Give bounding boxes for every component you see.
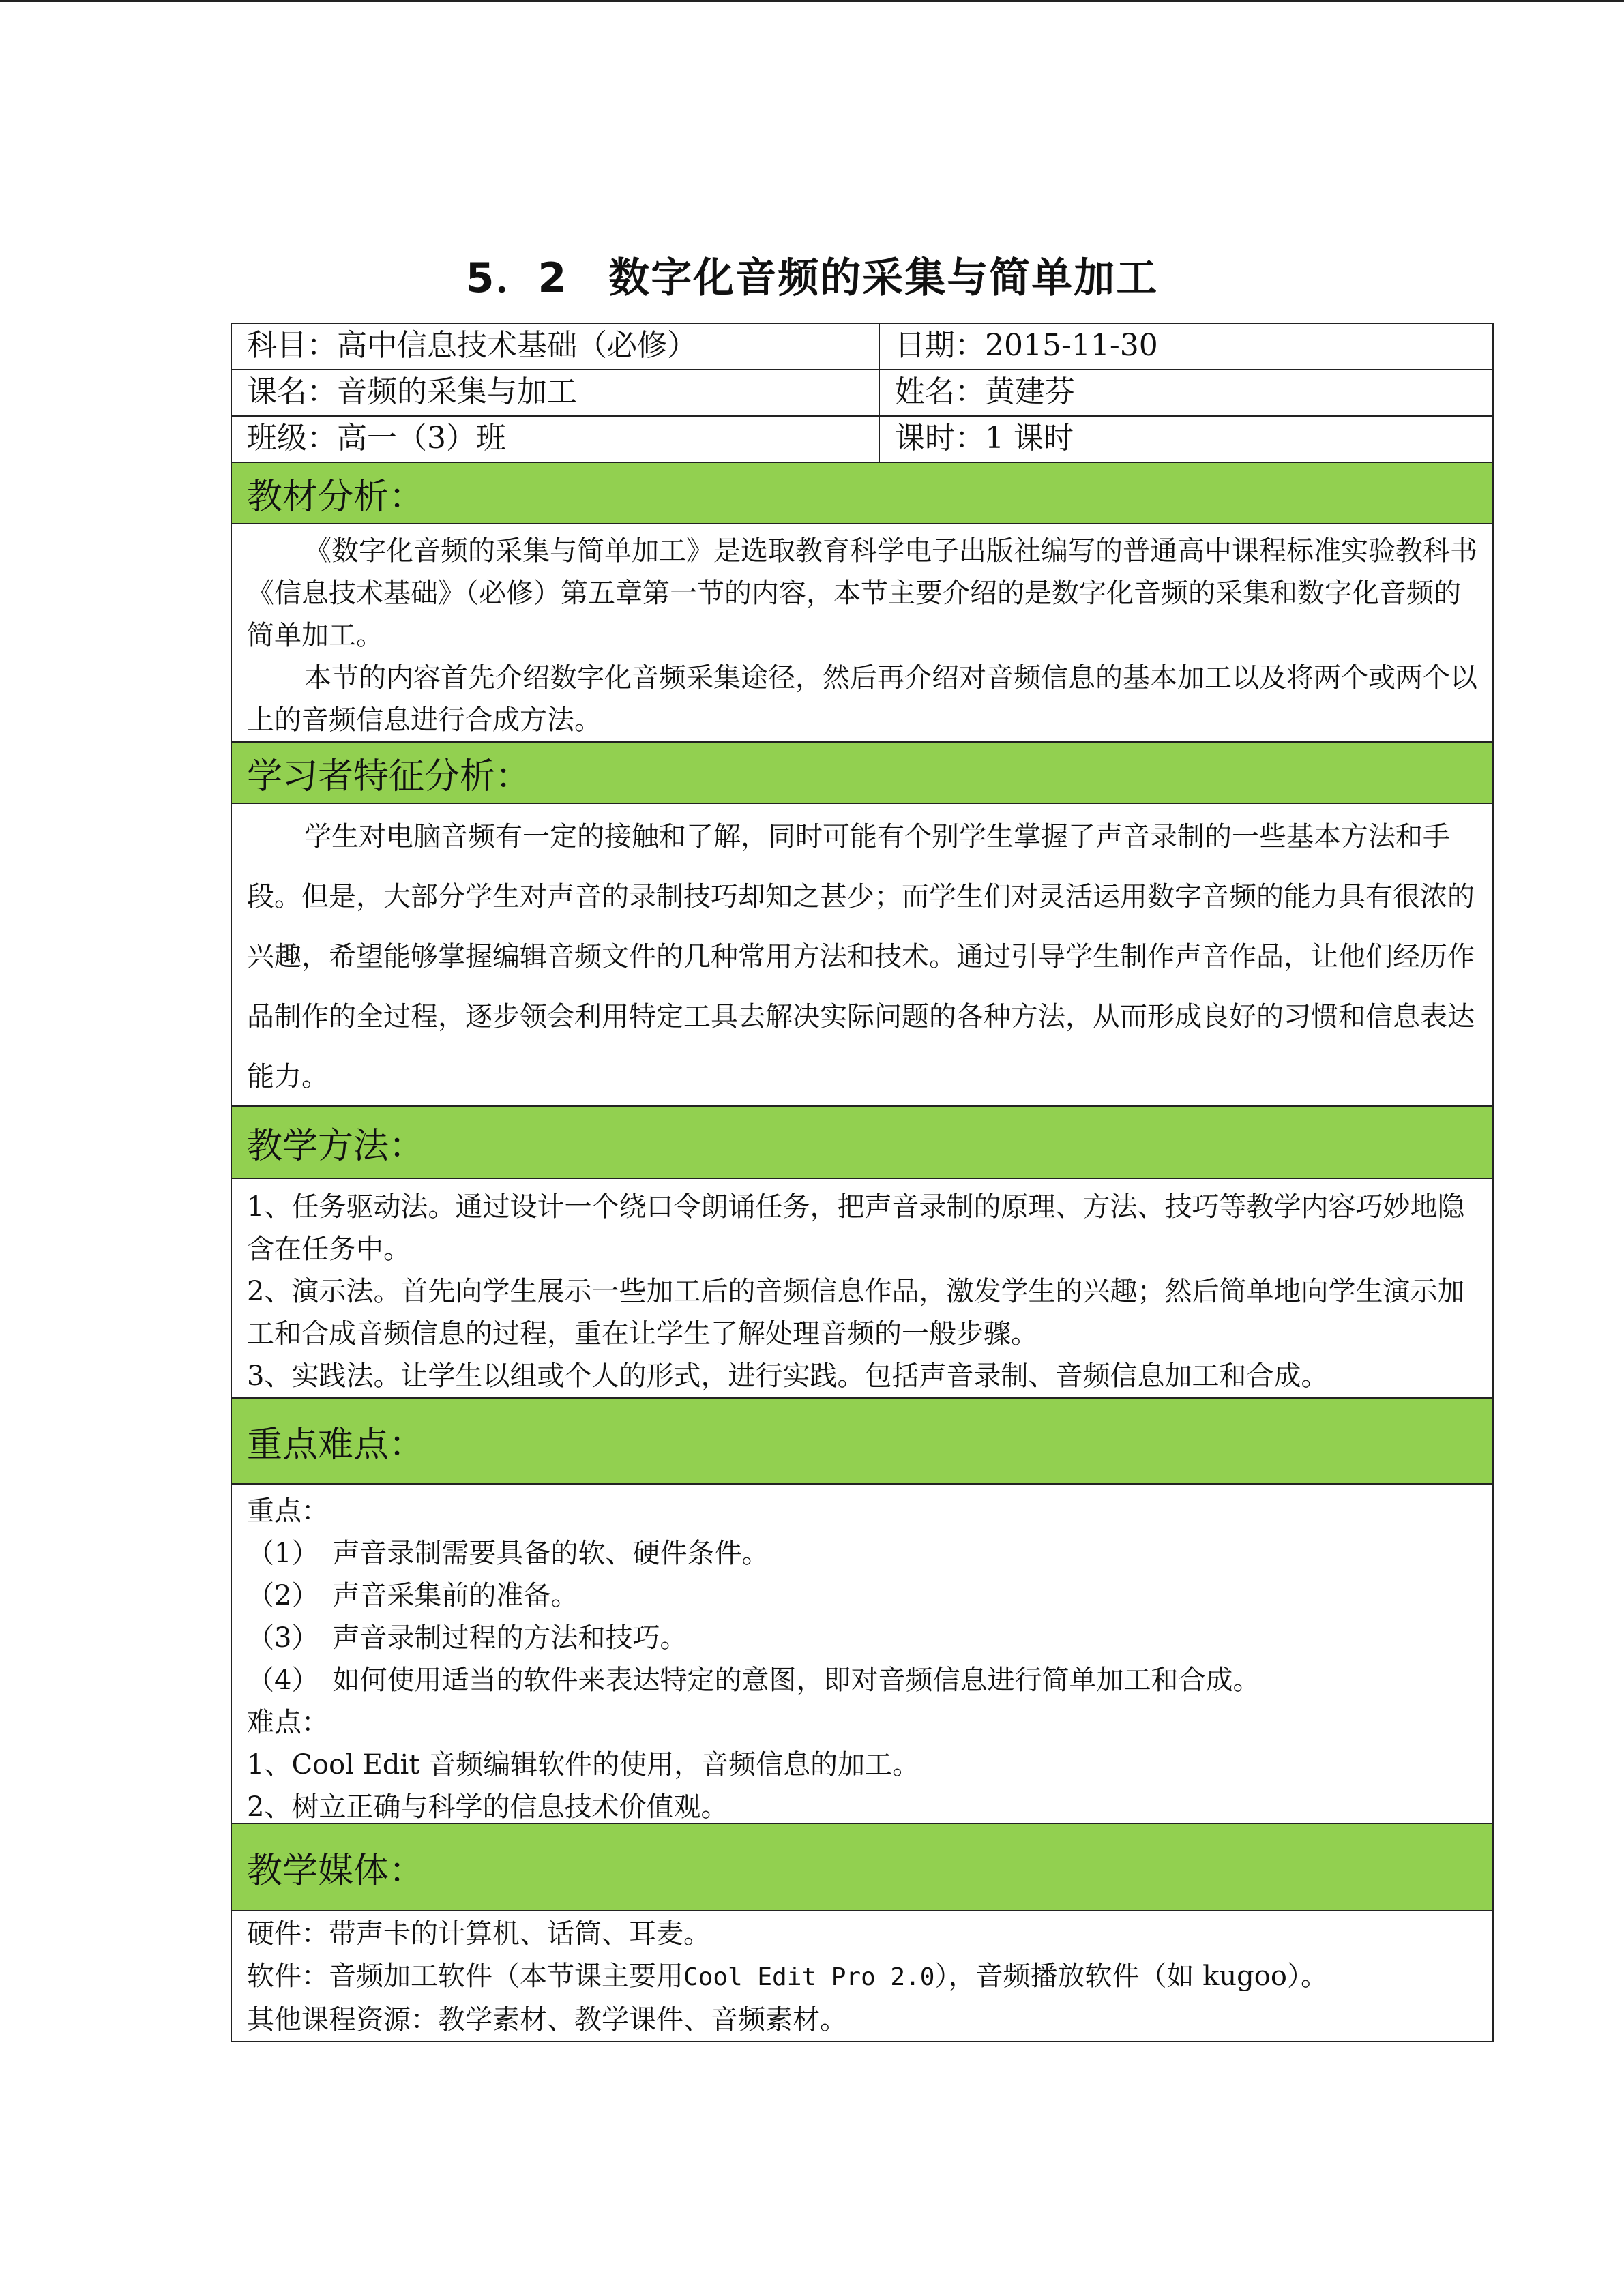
info-row-2 xyxy=(232,370,1492,417)
info-row-3 xyxy=(232,417,1492,463)
keypoints-body xyxy=(232,1485,1492,1824)
hours-cell: 课时：1 课时 xyxy=(895,421,1074,456)
class-cell: 班级：高一（3）班 xyxy=(232,417,880,462)
subject-cell: 科目：高中信息技术基础（必修） xyxy=(232,324,880,369)
focus-item-4: （4） 如何使用适当的软件来表达特定的意图，即对音频信息进行简单加工和合成。 xyxy=(247,1665,1260,1696)
methods-body xyxy=(232,1179,1492,1399)
methods-heading: 教学方法： xyxy=(232,1107,1492,1179)
textbook-body xyxy=(232,524,1492,743)
media-heading: 教学媒体： xyxy=(232,1824,1492,1911)
textbook-paragraph-1: 《数字化音频的采集与简单加工》是选取教育科学电子出版社编写的普通高中课程标准实验教科书《信息技术基础》（必修）第五章第一节的内容，本节主要介绍的是数字化音频的采集和数字化音频的简单加工。 xyxy=(247,535,1477,651)
course-cell: 课名：音频的采集与加工 xyxy=(232,370,880,415)
focus-item-2: （2） 声音采集前的准备。 xyxy=(247,1580,578,1611)
date-cell: 日期：2015-11-30 xyxy=(895,328,1158,363)
difficulty-item-1: 1、Cool Edit 音频编辑软件的使用，音频信息的加工。 xyxy=(247,1749,920,1780)
hardware-line: 硬件：带声卡的计算机、话筒、耳麦。 xyxy=(247,1918,711,1950)
software-name: Cool Edit Pro 2.0 xyxy=(683,1963,935,1991)
focus-item-1: （1） 声音录制需要具备的软、硬件条件。 xyxy=(247,1538,769,1569)
difficulty-label: 难点： xyxy=(247,1707,329,1738)
method-item-3: 3、实践法。让学生以组或个人的形式，进行实践。包括声音录制、音频信息加工和合成。 xyxy=(247,1360,1329,1392)
keypoints-heading: 重点难点： xyxy=(232,1399,1492,1485)
textbook-paragraph-2: 本节的内容首先介绍数字化音频采集途径，然后再介绍对音频信息的基本加工以及将两个或两个以上的音频信息进行合成方法。 xyxy=(247,662,1477,736)
learner-body xyxy=(232,804,1492,1107)
focus-item-3: （3） 声音录制过程的方法和技巧。 xyxy=(247,1622,688,1654)
lesson-plan-table xyxy=(231,323,1494,2042)
media-body xyxy=(232,1911,1492,2041)
method-item-1: 1、任务驱动法。通过设计一个绕口令朗诵任务，把声音录制的原理、方法、技巧等教学内容巧妙地隐含在任务中。 xyxy=(247,1191,1465,1265)
name-cell: 姓名：黄建芬 xyxy=(895,374,1075,409)
page-title xyxy=(0,245,1624,304)
difficulty-item-2: 2、树立正确与科学的信息技术价值观。 xyxy=(247,1791,728,1823)
learner-heading: 学习者特征分析： xyxy=(232,743,1492,804)
info-row-1 xyxy=(232,324,1492,370)
textbook-heading: 教材分析： xyxy=(232,463,1492,524)
focus-label: 重点： xyxy=(247,1495,329,1527)
software-prefix: 软件：音频加工软件（本节课主要用 xyxy=(247,1960,683,1992)
method-item-2: 2、演示法。首先向学生展示一些加工后的音频信息作品，激发学生的兴趣；然后简单地向学生演示加工和合成音频信息的过程，重在让学生了解处理音频的一般步骤。 xyxy=(247,1276,1465,1350)
other-resources-line: 其他课程资源：教学素材、教学课件、音频素材。 xyxy=(247,2004,847,2036)
software-suffix: ），音频播放软件（如 kugoo）。 xyxy=(934,1960,1328,1992)
title-number: 5．2 xyxy=(465,254,568,302)
page-top-border xyxy=(0,0,1624,2)
software-line xyxy=(247,1955,1477,1999)
title-text: 数字化音频的采集与简单加工 xyxy=(608,254,1159,302)
learner-paragraph: 学生对电脑音频有一定的接触和了解，同时可能有个别学生掌握了声音录制的一些基本方法和手段。但是，大部分学生对声音的录制技巧却知之甚少；而学生们对灵活运用数字音频的能力具有很浓的兴趣，希望能够掌握编辑音频文件的几种常用方法和技术。通过引导学生制作声音作品，让他们经历作品制作的全过程，逐步领会利用特定工具去解决实际问题的各种方法，从而形成良好的习惯和信息表达能力。 xyxy=(247,821,1475,1092)
